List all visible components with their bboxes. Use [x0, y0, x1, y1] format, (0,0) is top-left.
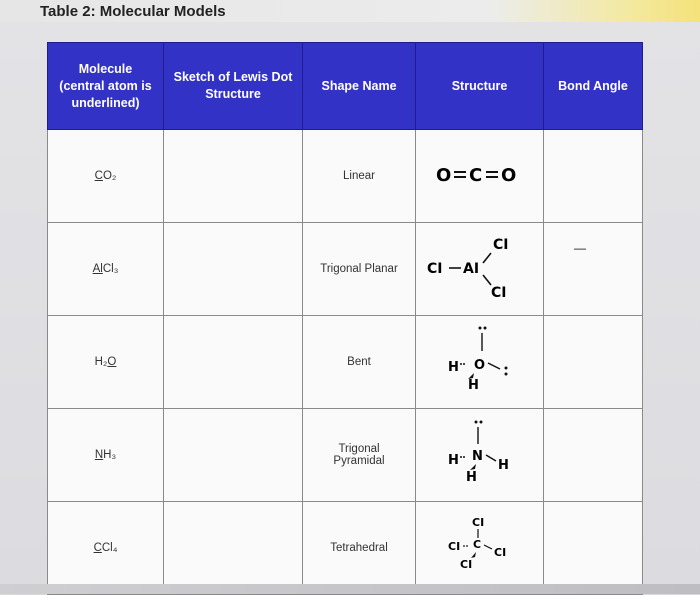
central-atom: Al: [92, 263, 103, 275]
nh3-structure-drawing: [430, 414, 530, 494]
lewis-sketch-cell[interactable]: [164, 130, 303, 223]
structure-cell: [416, 130, 544, 223]
molecule-formula: CO₂: [94, 170, 117, 182]
svg-text:CI: CI: [426, 260, 442, 277]
molecule-formula: CCl₄: [93, 542, 118, 554]
co2-structure-drawing: [430, 155, 530, 195]
svg-text:C: C: [472, 537, 481, 551]
structure-cell: [416, 502, 544, 595]
header-bond-angle: Bond Angle: [544, 43, 643, 130]
header-molecule: Molecule (central atom is underlined): [48, 43, 164, 130]
header-sketch: Sketch of Lewis Dot Structure: [164, 43, 303, 130]
central-atom: O: [107, 356, 117, 368]
molecule-cell: [48, 316, 164, 409]
h2o-structure-drawing: [430, 321, 530, 401]
bond-angle-cell[interactable]: [544, 409, 643, 502]
molecule-cell: [48, 223, 164, 316]
svg-text:H: H: [447, 452, 459, 468]
header-row: [48, 43, 643, 130]
svg-text:C: C: [468, 164, 482, 186]
alcl3-structure-drawing: [425, 233, 535, 303]
svg-text:CI: CI: [459, 557, 472, 571]
bond-angle-cell[interactable]: [544, 502, 643, 595]
svg-text:O: O: [473, 357, 485, 373]
svg-text:CI: CI: [447, 539, 460, 553]
structure-cell: [416, 223, 544, 316]
molecule-formula: NH₃: [94, 449, 117, 461]
svg-text:O: O: [500, 164, 516, 186]
shape-name-cell: Trigonal Planar: [303, 223, 416, 316]
shape-name-cell: Tetrahedral: [303, 502, 416, 595]
lewis-sketch-cell[interactable]: [164, 502, 303, 595]
svg-text:H: H: [447, 359, 459, 375]
table-row: [48, 409, 643, 502]
molecule-formula: H₂O: [94, 356, 117, 368]
table-title: Table 2: Molecular Models: [40, 3, 226, 20]
shape-name-cell: Trigonal Pyramidal: [303, 409, 416, 502]
molecule-cell: [48, 409, 164, 502]
header-structure: Structure: [416, 43, 544, 130]
bond-angle-cell[interactable]: [544, 316, 643, 409]
lewis-sketch-cell[interactable]: [164, 223, 303, 316]
molecule-cell: [48, 130, 164, 223]
svg-text:H: H: [467, 377, 479, 393]
molecular-models-table: [47, 42, 643, 595]
central-atom: C: [93, 542, 102, 554]
bottom-edge: [0, 584, 700, 594]
svg-text:H: H: [465, 469, 477, 485]
svg-text:N: N: [471, 448, 483, 464]
svg-text:CI: CI: [492, 236, 508, 253]
central-atom: C: [94, 170, 103, 182]
table-row: [48, 502, 643, 595]
table-row: [48, 223, 643, 316]
central-atom: N: [94, 449, 104, 461]
bond-angle-cell[interactable]: [544, 223, 643, 316]
table-row: [48, 130, 643, 223]
shape-name-cell: Bent: [303, 316, 416, 409]
molecule-cell: [48, 502, 164, 595]
structure-cell: [416, 409, 544, 502]
svg-text:H: H: [497, 457, 509, 473]
svg-text:CI: CI: [490, 284, 506, 301]
bond-angle-cell[interactable]: [544, 130, 643, 223]
table-row: [48, 316, 643, 409]
svg-text:CI: CI: [471, 515, 484, 529]
bond-angle-answer: —: [574, 241, 585, 255]
svg-text:O: O: [435, 164, 451, 186]
svg-text:AI: AI: [462, 260, 479, 277]
molecule-formula: AlCl₃: [92, 263, 119, 275]
structure-cell: [416, 316, 544, 409]
svg-text:CI: CI: [493, 545, 506, 559]
header-shape-name: Shape Name: [303, 43, 416, 130]
lewis-sketch-cell[interactable]: [164, 316, 303, 409]
ccl4-structure-drawing: [430, 512, 530, 582]
shape-name-cell: Linear: [303, 130, 416, 223]
lewis-sketch-cell[interactable]: [164, 409, 303, 502]
